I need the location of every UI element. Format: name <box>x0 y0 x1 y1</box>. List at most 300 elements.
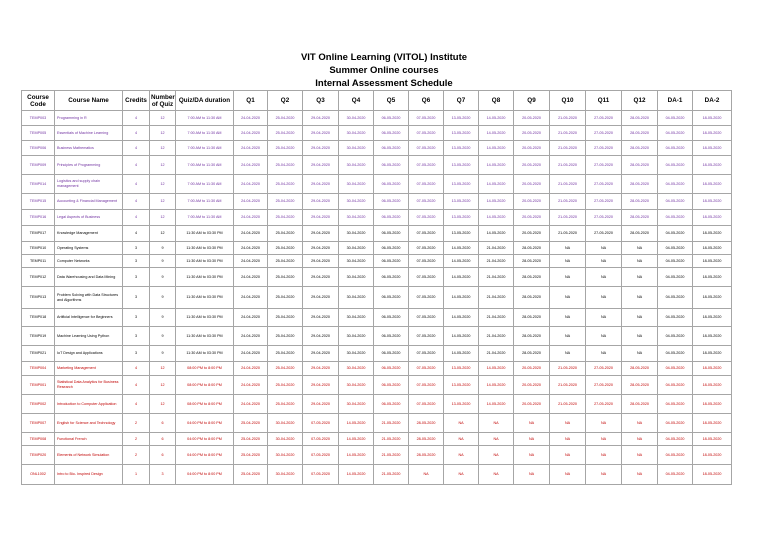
table-cell: 9 <box>150 287 176 309</box>
table-row <box>22 414 732 433</box>
course-code-cell: TEMP001 <box>22 376 55 395</box>
table-cell: 24-04-2020 <box>234 376 268 395</box>
column-header: Q10 <box>550 91 586 111</box>
table-cell: 30-04-2020 <box>339 287 374 309</box>
table-cell: 24-04-2020 <box>234 156 268 175</box>
table-cell: 25-04-2020 <box>268 111 303 126</box>
table-cell: 4 <box>123 156 150 175</box>
table-row <box>22 156 732 175</box>
table-row <box>22 327 732 346</box>
table-cell: NA <box>479 433 514 446</box>
table-cell: NA <box>586 268 622 287</box>
table-row <box>22 194 732 210</box>
table-row <box>22 433 732 446</box>
table-cell: 12 <box>150 141 176 156</box>
table-cell: 04-05-2020 <box>658 141 693 156</box>
course-code-cell: TEMP008 <box>22 433 55 446</box>
table-row <box>22 395 732 414</box>
table-cell: 13-05-2020 <box>444 175 479 194</box>
table-cell: 18-05-2020 <box>693 111 732 126</box>
table-cell: 29-04-2020 <box>303 126 339 141</box>
table-cell: 24-04-2020 <box>234 255 268 268</box>
table-cell: 21-05-2020 <box>550 126 586 141</box>
column-header: Q7 <box>444 91 479 111</box>
table-cell: 27-05-2020 <box>586 141 622 156</box>
table-cell: 04-05-2020 <box>658 346 693 362</box>
table-cell: 07-05-2020 <box>409 126 444 141</box>
table-cell: NA <box>586 255 622 268</box>
table-cell: 21-05-2020 <box>550 210 586 226</box>
table-cell: 13-05-2020 <box>444 395 479 414</box>
table-cell: 12 <box>150 194 176 210</box>
table-cell: 20-05-2020 <box>514 395 550 414</box>
table-row <box>22 255 732 268</box>
table-cell: 07-05-2020 <box>409 156 444 175</box>
table-cell: 24-04-2020 <box>234 327 268 346</box>
table-cell: 21-05-2020 <box>550 395 586 414</box>
column-header: Q5 <box>374 91 409 111</box>
course-name-cell: Logistics and supply chain management <box>55 175 123 194</box>
course-name-cell: Elements of Network Simulation <box>55 446 123 465</box>
table-cell: 04:00 PM to 8:00 PM <box>176 465 234 485</box>
table-cell: 28-05-2020 <box>622 156 658 175</box>
table-cell: 06-05-2020 <box>374 242 409 255</box>
table-cell: 11:30 AM to 03:30 PM <box>176 268 234 287</box>
table-cell: 24-04-2020 <box>234 268 268 287</box>
table-cell: 30-04-2020 <box>339 210 374 226</box>
table-cell: 25-04-2020 <box>268 126 303 141</box>
table-cell: 21-05-2020 <box>550 362 586 376</box>
column-header: Q6 <box>409 91 444 111</box>
table-cell: 07-05-2020 <box>409 287 444 309</box>
table-cell: 3 <box>123 309 150 327</box>
table-cell: 07-05-2020 <box>409 194 444 210</box>
table-row <box>22 362 732 376</box>
table-cell: 11:30 AM to 03:30 PM <box>176 327 234 346</box>
table-cell: 25-04-2020 <box>268 194 303 210</box>
table-cell: 28-05-2020 <box>622 111 658 126</box>
table-cell: 07-05-2020 <box>303 414 339 433</box>
table-cell: NA <box>550 268 586 287</box>
table-cell: 28-05-2020 <box>514 242 550 255</box>
table-cell: 13-05-2020 <box>444 194 479 210</box>
course-name-cell: Intro to Bio- Inspired Design <box>55 465 123 485</box>
table-cell: NA <box>586 327 622 346</box>
table-cell: 24-04-2020 <box>234 362 268 376</box>
table-cell: 30-04-2020 <box>339 395 374 414</box>
table-cell: 04-05-2020 <box>658 210 693 226</box>
table-cell: 14-05-2020 <box>479 126 514 141</box>
course-code-cell: TEMP013 <box>22 287 55 309</box>
course-code-cell: TEMP002 <box>22 395 55 414</box>
table-cell: 04-05-2020 <box>658 309 693 327</box>
table-cell: 12 <box>150 175 176 194</box>
course-code-cell: TEMP007 <box>22 414 55 433</box>
table-cell: 18-05-2020 <box>693 242 732 255</box>
column-header: Q11 <box>586 91 622 111</box>
table-cell: 06-05-2020 <box>374 287 409 309</box>
table-cell: 7:00 AM to 11:30 AM <box>176 210 234 226</box>
course-code-cell: TEMP016 <box>22 210 55 226</box>
table-cell: 28-05-2020 <box>409 414 444 433</box>
table-cell: 14-05-2020 <box>444 287 479 309</box>
table-cell: 28-05-2020 <box>514 287 550 309</box>
table-cell: 14-05-2020 <box>479 156 514 175</box>
course-name-cell: Accounting & Financial Management <box>55 194 123 210</box>
table-cell: 14-05-2020 <box>444 268 479 287</box>
table-cell: NA <box>622 346 658 362</box>
table-cell: 04-05-2020 <box>658 242 693 255</box>
course-code-cell: TEMP006 <box>22 141 55 156</box>
table-cell: 07-05-2020 <box>409 327 444 346</box>
table-cell: 04-05-2020 <box>658 156 693 175</box>
table-cell: 14-05-2020 <box>479 194 514 210</box>
table-cell: 07-05-2020 <box>409 111 444 126</box>
table-cell: 7:00 AM to 11:30 AM <box>176 141 234 156</box>
table-cell: 28-05-2020 <box>514 255 550 268</box>
table-cell: 21-05-2020 <box>374 465 409 485</box>
table-cell: 30-04-2020 <box>268 414 303 433</box>
table-cell: 11:30 AM to 03:30 PM <box>176 346 234 362</box>
table-cell: 07-05-2020 <box>409 362 444 376</box>
table-cell: 25-04-2020 <box>268 395 303 414</box>
table-cell: 4 <box>123 111 150 126</box>
table-cell: 21-05-2020 <box>550 194 586 210</box>
table-cell: 12 <box>150 376 176 395</box>
table-cell: 29-04-2020 <box>303 210 339 226</box>
table-cell: 28-05-2020 <box>622 126 658 141</box>
column-header: DA-1 <box>658 91 693 111</box>
table-cell: 06-05-2020 <box>374 268 409 287</box>
table-cell: 27-05-2020 <box>586 362 622 376</box>
table-cell: 3 <box>123 268 150 287</box>
table-cell: NA <box>550 414 586 433</box>
table-cell: 06-05-2020 <box>374 111 409 126</box>
course-code-cell: TEMP009 <box>22 156 55 175</box>
table-cell: 18-05-2020 <box>693 309 732 327</box>
table-cell: 30-04-2020 <box>339 309 374 327</box>
table-cell: 06-05-2020 <box>374 141 409 156</box>
table-cell: 28-05-2020 <box>622 376 658 395</box>
table-cell: 3 <box>123 242 150 255</box>
table-cell: 21-04-2020 <box>479 309 514 327</box>
table-cell: 04:00 PM to 8:00 PM <box>176 446 234 465</box>
table-cell: NA <box>550 287 586 309</box>
table-cell: 08:00 PM to 8:00 PM <box>176 376 234 395</box>
table-cell: 21-04-2020 <box>479 255 514 268</box>
table-cell: NA <box>444 446 479 465</box>
table-cell: 07-05-2020 <box>409 210 444 226</box>
table-cell: 12 <box>150 111 176 126</box>
table-cell: 28-05-2020 <box>514 309 550 327</box>
table-cell: 25-04-2020 <box>268 268 303 287</box>
table-row <box>22 126 732 141</box>
table-cell: 24-04-2020 <box>234 309 268 327</box>
table-cell: 06-05-2020 <box>374 255 409 268</box>
table-cell: 07-05-2020 <box>409 141 444 156</box>
table-cell: 18-05-2020 <box>693 287 732 309</box>
table-cell: 21-05-2020 <box>550 226 586 242</box>
table-cell: NA <box>586 433 622 446</box>
table-cell: 12 <box>150 362 176 376</box>
table-cell: 3 <box>150 465 176 485</box>
table-cell: 28-05-2020 <box>514 346 550 362</box>
table-cell: 29-04-2020 <box>303 327 339 346</box>
table-cell: 27-05-2020 <box>586 126 622 141</box>
table-cell: 18-05-2020 <box>693 465 732 485</box>
table-cell: 30-04-2020 <box>268 446 303 465</box>
course-name-cell: Machine Learning Using Python <box>55 327 123 346</box>
table-cell: 14-05-2020 <box>444 346 479 362</box>
table-cell: 06-05-2020 <box>374 126 409 141</box>
table-cell: NA <box>514 433 550 446</box>
course-name-cell: Statistical Data Analytics for Business Research <box>55 376 123 395</box>
course-code-cell: TEMP019 <box>22 327 55 346</box>
table-cell: NA <box>444 465 479 485</box>
table-cell: 04-05-2020 <box>658 362 693 376</box>
table-cell: 04-05-2020 <box>658 395 693 414</box>
table-cell: NA <box>550 309 586 327</box>
table-cell: 25-04-2020 <box>268 141 303 156</box>
course-name-cell: Introduction to Computer Application <box>55 395 123 414</box>
table-cell: NA <box>514 465 550 485</box>
table-cell: 14-05-2020 <box>479 175 514 194</box>
course-code-cell: TEMP004 <box>22 362 55 376</box>
table-cell: 06-05-2020 <box>374 175 409 194</box>
table-cell: 13-05-2020 <box>444 362 479 376</box>
table-cell: 07-05-2020 <box>409 242 444 255</box>
table-cell: 04-05-2020 <box>658 268 693 287</box>
table-cell: 08:00 PM to 8:00 PM <box>176 362 234 376</box>
table-cell: 1 <box>123 465 150 485</box>
table-cell: 30-04-2020 <box>339 346 374 362</box>
institute-title: VIT Online Learning (VITOL) Institute <box>300 52 468 63</box>
table-cell: 3 <box>123 346 150 362</box>
table-cell: 29-04-2020 <box>303 309 339 327</box>
table-cell: 30-04-2020 <box>339 362 374 376</box>
course-code-cell: TEMP012 <box>22 268 55 287</box>
table-cell: 25-04-2020 <box>268 156 303 175</box>
table-cell: 06-05-2020 <box>374 362 409 376</box>
table-cell: 30-04-2020 <box>339 226 374 242</box>
table-cell: NA <box>550 327 586 346</box>
table-cell: 18-05-2020 <box>693 327 732 346</box>
table-cell: 21-05-2020 <box>550 376 586 395</box>
table-cell: 11:30 AM to 03:30 PM <box>176 242 234 255</box>
table-cell: NA <box>622 433 658 446</box>
table-cell: 14-05-2020 <box>479 395 514 414</box>
table-cell: 13-05-2020 <box>444 156 479 175</box>
table-cell: 25-04-2020 <box>268 242 303 255</box>
table-cell: 20-05-2020 <box>514 194 550 210</box>
table-cell: 25-04-2020 <box>268 327 303 346</box>
course-code-cell: TEMP020 <box>22 446 55 465</box>
table-cell: NA <box>622 327 658 346</box>
column-header: Q4 <box>339 91 374 111</box>
table-cell: NA <box>586 465 622 485</box>
course-name-cell: English for Science and Technology <box>55 414 123 433</box>
course-code-cell: TEMP003 <box>22 111 55 126</box>
table-cell: 21-04-2020 <box>479 268 514 287</box>
table-cell: 14-05-2020 <box>479 226 514 242</box>
table-cell: NA <box>586 242 622 255</box>
course-name-cell: Legal Aspects of Business <box>55 210 123 226</box>
table-cell: 07-05-2020 <box>303 446 339 465</box>
table-cell: NA <box>550 255 586 268</box>
column-header: Course Code <box>22 91 55 111</box>
table-cell: 4 <box>123 362 150 376</box>
table-cell: 25-04-2020 <box>268 346 303 362</box>
table-cell: 04-05-2020 <box>658 327 693 346</box>
course-code-cell: TEMP018 <box>22 309 55 327</box>
table-cell: 9 <box>150 327 176 346</box>
table-cell: 24-04-2020 <box>234 141 268 156</box>
table-cell: 18-05-2020 <box>693 194 732 210</box>
table-cell: 20-05-2020 <box>514 156 550 175</box>
course-name-cell: Business Mathematics <box>55 141 123 156</box>
column-header: Q2 <box>268 91 303 111</box>
schedule-title: Internal Assessment Schedule <box>315 78 453 89</box>
table-cell: 21-04-2020 <box>479 327 514 346</box>
table-cell: NA <box>550 433 586 446</box>
table-cell: 14-05-2020 <box>479 362 514 376</box>
column-header: Credits <box>123 91 150 111</box>
table-cell: 6 <box>150 433 176 446</box>
table-cell: 20-05-2020 <box>514 175 550 194</box>
column-header: Q1 <box>234 91 268 111</box>
table-cell: 18-05-2020 <box>693 126 732 141</box>
table-cell: 07-05-2020 <box>409 395 444 414</box>
table-cell: NA <box>586 414 622 433</box>
table-cell: NA <box>409 465 444 485</box>
table-cell: 4 <box>123 226 150 242</box>
table-cell: NA <box>479 465 514 485</box>
table-cell: 14-05-2020 <box>339 414 374 433</box>
document-header <box>0 51 768 90</box>
table-cell: 9 <box>150 346 176 362</box>
table-cell: 2 <box>123 433 150 446</box>
table-cell: 29-04-2020 <box>303 346 339 362</box>
table-cell: 06-05-2020 <box>374 226 409 242</box>
table-cell: 18-05-2020 <box>693 268 732 287</box>
course-name-cell: Functional French <box>55 433 123 446</box>
table-cell: 14-05-2020 <box>479 111 514 126</box>
table-cell: 20-05-2020 <box>514 226 550 242</box>
table-cell: 25-04-2020 <box>234 414 268 433</box>
table-cell: 4 <box>123 395 150 414</box>
table-cell: 27-05-2020 <box>586 175 622 194</box>
table-row <box>22 268 732 287</box>
table-cell: 28-05-2020 <box>622 395 658 414</box>
table-cell: 30-04-2020 <box>268 465 303 485</box>
table-cell: 13-05-2020 <box>444 376 479 395</box>
table-cell: 24-04-2020 <box>234 111 268 126</box>
table-cell: 27-05-2020 <box>586 111 622 126</box>
table-cell: 13-05-2020 <box>444 141 479 156</box>
table-cell: 12 <box>150 126 176 141</box>
table-cell: 25-04-2020 <box>268 210 303 226</box>
table-cell: 28-05-2020 <box>409 446 444 465</box>
table-cell: 24-04-2020 <box>234 194 268 210</box>
table-cell: 28-05-2020 <box>622 226 658 242</box>
table-row <box>22 242 732 255</box>
program-title: Summer Online courses <box>329 65 439 76</box>
table-cell: 07-05-2020 <box>303 433 339 446</box>
table-cell: 30-04-2020 <box>339 126 374 141</box>
table-cell: 27-05-2020 <box>586 210 622 226</box>
table-cell: 25-04-2020 <box>268 255 303 268</box>
table-cell: 20-05-2020 <box>514 111 550 126</box>
table-cell: 04-05-2020 <box>658 446 693 465</box>
table-cell: 27-05-2020 <box>586 376 622 395</box>
table-cell: 3 <box>123 255 150 268</box>
table-cell: 07-05-2020 <box>409 376 444 395</box>
table-cell: 27-05-2020 <box>586 226 622 242</box>
table-cell: NA <box>444 433 479 446</box>
table-cell: 30-04-2020 <box>339 268 374 287</box>
table-cell: 3 <box>123 327 150 346</box>
table-cell: 06-05-2020 <box>374 309 409 327</box>
table-cell: 25-04-2020 <box>268 376 303 395</box>
column-header: Course Name <box>55 91 123 111</box>
table-cell: 04-05-2020 <box>658 376 693 395</box>
table-cell: 21-05-2020 <box>550 141 586 156</box>
table-cell: 20-05-2020 <box>514 362 550 376</box>
table-cell: NA <box>622 446 658 465</box>
table-cell: NA <box>514 446 550 465</box>
table-cell: 4 <box>123 210 150 226</box>
table-cell: 25-04-2020 <box>234 446 268 465</box>
table-cell: 29-04-2020 <box>303 194 339 210</box>
table-cell: 29-04-2020 <box>303 175 339 194</box>
table-cell: NA <box>622 414 658 433</box>
table-cell: 18-05-2020 <box>693 376 732 395</box>
table-cell: 28-05-2020 <box>622 175 658 194</box>
table-cell: 04-05-2020 <box>658 414 693 433</box>
course-name-cell: Knowledge Management <box>55 226 123 242</box>
course-code-cell: TEMP015 <box>22 194 55 210</box>
table-cell: 25-04-2020 <box>268 309 303 327</box>
table-cell: 20-05-2020 <box>514 126 550 141</box>
table-cell: 28-05-2020 <box>622 194 658 210</box>
table-cell: 14-05-2020 <box>444 309 479 327</box>
table-cell: 14-05-2020 <box>444 242 479 255</box>
table-cell: 29-04-2020 <box>303 141 339 156</box>
course-name-cell: Computer Networks <box>55 255 123 268</box>
table-cell: 27-05-2020 <box>586 156 622 175</box>
table-body <box>22 111 732 485</box>
table-cell: NA <box>622 268 658 287</box>
table-cell: 18-05-2020 <box>693 433 732 446</box>
table-row <box>22 210 732 226</box>
table-cell: 6 <box>150 414 176 433</box>
table-cell: 21-05-2020 <box>550 175 586 194</box>
table-cell: 07-05-2020 <box>409 255 444 268</box>
table-cell: 3 <box>123 287 150 309</box>
table-cell: 24-04-2020 <box>234 226 268 242</box>
table-cell: 25-04-2020 <box>268 226 303 242</box>
table-cell: 27-05-2020 <box>586 395 622 414</box>
table-cell: 07-05-2020 <box>409 268 444 287</box>
table-cell: 27-05-2020 <box>586 194 622 210</box>
table-cell: 30-04-2020 <box>268 433 303 446</box>
table-cell: 25-04-2020 <box>268 175 303 194</box>
table-cell: 24-04-2020 <box>234 346 268 362</box>
table-cell: 18-05-2020 <box>693 141 732 156</box>
column-header: Q9 <box>514 91 550 111</box>
table-cell: 06-05-2020 <box>374 346 409 362</box>
table-cell: 29-04-2020 <box>303 395 339 414</box>
